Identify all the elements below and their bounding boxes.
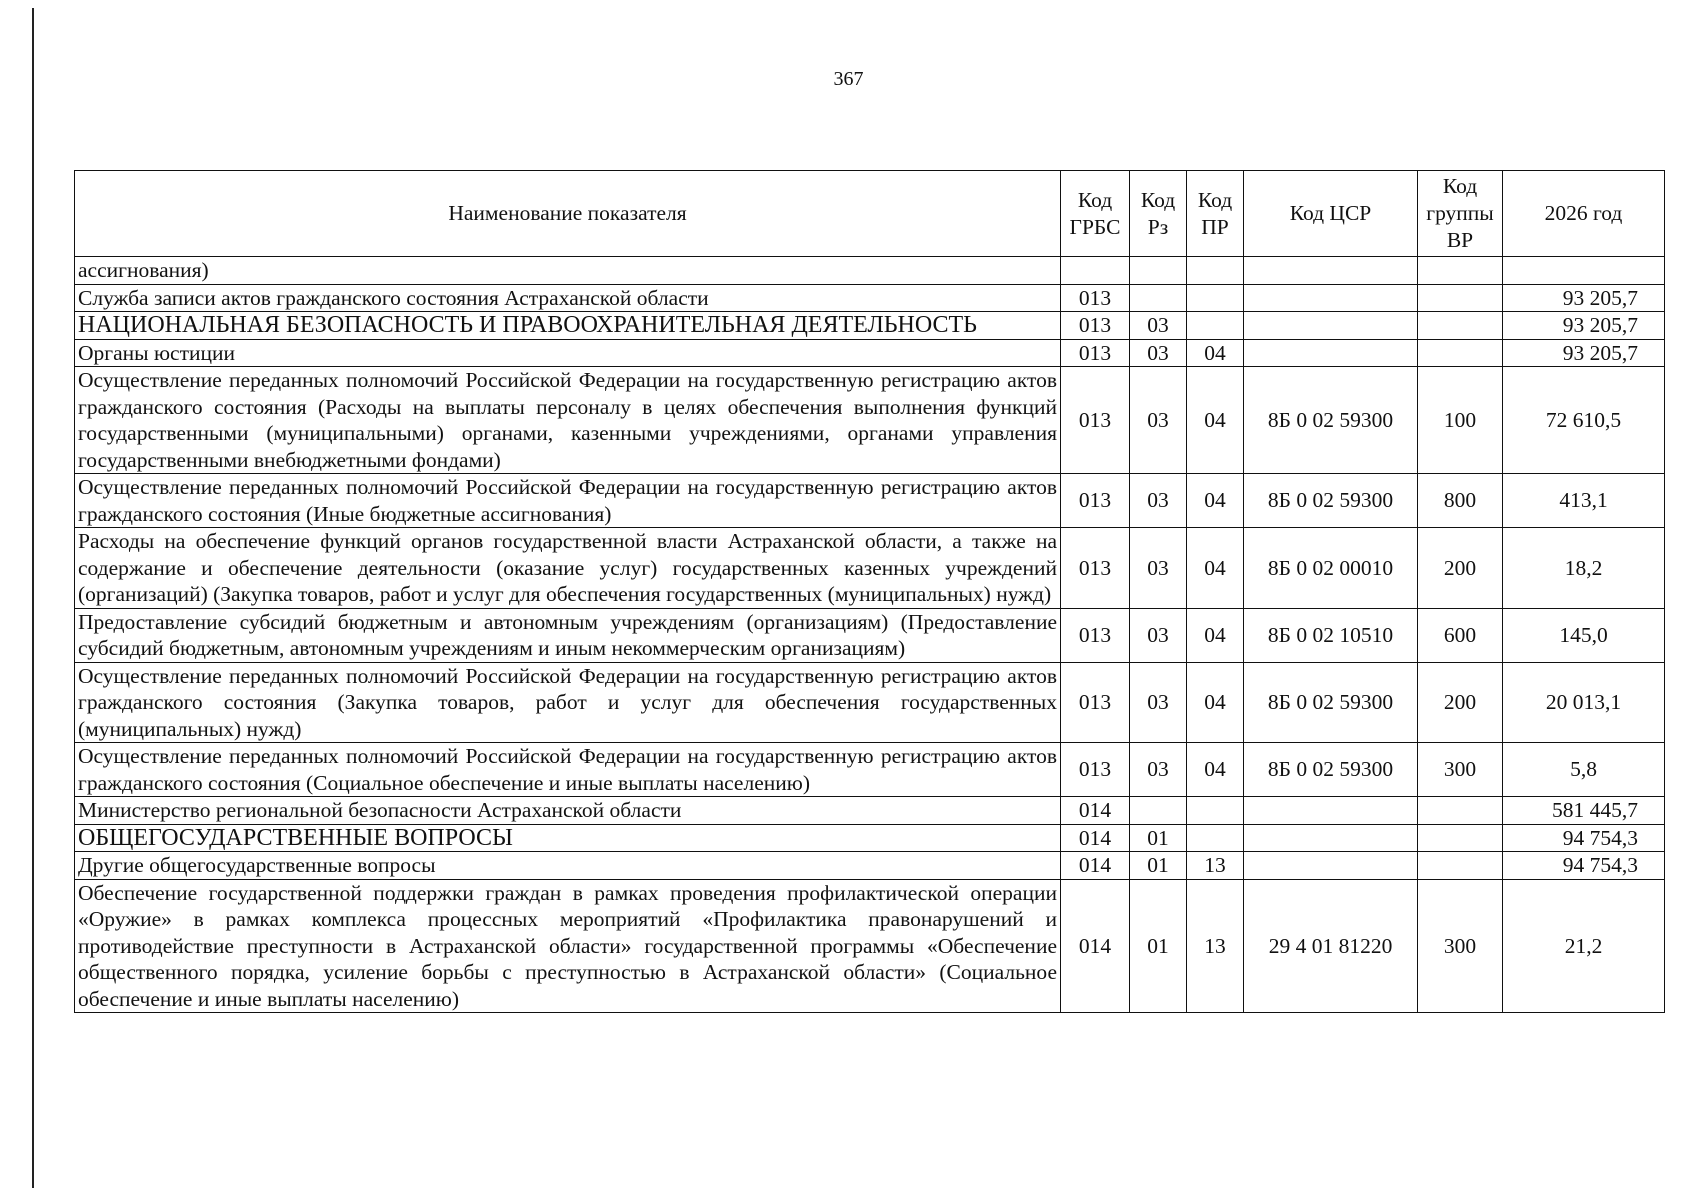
row-csr xyxy=(1244,284,1418,312)
row-grbs: 014 xyxy=(1061,852,1130,880)
row-vr xyxy=(1418,339,1503,367)
table-row xyxy=(75,528,1665,609)
row-name: Расходы на обеспечение функций органов государственной власти Астраханской области, а также на содержание и обеспечение деятельности (оказание услуг) государственных казенных учреждений (организаций) (Закупка товаров, работ и услуг для обеспечения государственных (муниципальных) нужд) xyxy=(75,528,1061,609)
row-rz: 03 xyxy=(1130,662,1187,743)
table-row xyxy=(75,743,1665,797)
row-csr xyxy=(1244,257,1418,285)
row-vr: 300 xyxy=(1418,743,1503,797)
row-rz: 03 xyxy=(1130,743,1187,797)
table-row xyxy=(75,474,1665,528)
row-amount: 21,2 xyxy=(1503,879,1665,1013)
row-csr: 29 4 01 81220 xyxy=(1244,879,1418,1013)
row-grbs: 014 xyxy=(1061,824,1130,852)
row-pr xyxy=(1187,797,1244,825)
row-vr: 300 xyxy=(1418,879,1503,1013)
row-amount: 581 445,7 xyxy=(1503,797,1665,825)
row-grbs: 013 xyxy=(1061,608,1130,662)
table-row xyxy=(75,312,1665,340)
row-csr xyxy=(1244,852,1418,880)
row-vr: 800 xyxy=(1418,474,1503,528)
binding-line xyxy=(32,8,34,1188)
row-rz: 01 xyxy=(1130,852,1187,880)
row-grbs: 013 xyxy=(1061,367,1130,474)
row-csr xyxy=(1244,824,1418,852)
row-rz: 03 xyxy=(1130,312,1187,340)
table-row xyxy=(75,879,1665,1013)
row-rz xyxy=(1130,284,1187,312)
row-vr xyxy=(1418,797,1503,825)
row-pr: 04 xyxy=(1187,474,1244,528)
row-grbs: 013 xyxy=(1061,284,1130,312)
row-csr: 8Б 0 02 10510 xyxy=(1244,608,1418,662)
row-amount: 93 205,7 xyxy=(1503,339,1665,367)
row-amount: 94 754,3 xyxy=(1503,824,1665,852)
row-name: Другие общегосударственные вопросы xyxy=(75,852,1061,880)
row-csr xyxy=(1244,339,1418,367)
row-amount: 93 205,7 xyxy=(1503,312,1665,340)
row-amount: 145,0 xyxy=(1503,608,1665,662)
row-grbs: 013 xyxy=(1061,474,1130,528)
row-grbs: 013 xyxy=(1061,528,1130,609)
row-rz: 03 xyxy=(1130,367,1187,474)
table-row xyxy=(75,367,1665,474)
row-rz xyxy=(1130,797,1187,825)
row-vr: 200 xyxy=(1418,528,1503,609)
row-csr xyxy=(1244,312,1418,340)
header-rz: Код Рз xyxy=(1130,171,1187,257)
row-grbs xyxy=(1061,257,1130,285)
table-row xyxy=(75,339,1665,367)
row-pr xyxy=(1187,284,1244,312)
page-number: 367 xyxy=(833,68,864,90)
row-name: Осуществление переданных полномочий Российской Федерации на государственную регистрацию актов гражданского состояния (Расходы на выплаты персоналу в целях обеспечения выполнения функций государственными (муниципальными) органами, казенными учреждениями, органами управления государственными внебюджетными фондами) xyxy=(75,367,1061,474)
row-rz: 03 xyxy=(1130,474,1187,528)
row-csr: 8Б 0 02 59300 xyxy=(1244,474,1418,528)
row-vr: 600 xyxy=(1418,608,1503,662)
row-pr: 13 xyxy=(1187,879,1244,1013)
row-rz: 01 xyxy=(1130,879,1187,1013)
row-pr: 04 xyxy=(1187,528,1244,609)
row-vr xyxy=(1418,284,1503,312)
row-amount xyxy=(1503,257,1665,285)
row-vr xyxy=(1418,852,1503,880)
header-name: Наименование показателя xyxy=(75,171,1061,257)
table-row xyxy=(75,257,1665,285)
row-pr: 04 xyxy=(1187,662,1244,743)
header-pr: Код ПР xyxy=(1187,171,1244,257)
row-name: ОБЩЕГОСУДАРСТВЕННЫЕ ВОПРОСЫ xyxy=(75,824,1061,852)
row-rz: 01 xyxy=(1130,824,1187,852)
row-name: Предоставление субсидий бюджетным и автономным учреждениям (организациям) (Предоставление субсидий бюджетным, автономным учреждениям и иным некоммерческим организациям) xyxy=(75,608,1061,662)
table-row xyxy=(75,852,1665,880)
row-vr: 100 xyxy=(1418,367,1503,474)
row-amount: 18,2 xyxy=(1503,528,1665,609)
row-name: Осуществление переданных полномочий Российской Федерации на государственную регистрацию актов гражданского состояния (Социальное обеспечение и иные выплаты населению) xyxy=(75,743,1061,797)
row-amount: 94 754,3 xyxy=(1503,852,1665,880)
row-name: Служба записи актов гражданского состояния Астраханской области xyxy=(75,284,1061,312)
row-csr: 8Б 0 02 00010 xyxy=(1244,528,1418,609)
header-vr: Код группы ВР xyxy=(1418,171,1503,257)
row-vr xyxy=(1418,257,1503,285)
budget-table xyxy=(74,170,1665,1013)
table-row xyxy=(75,824,1665,852)
table-header-row xyxy=(75,171,1665,257)
row-name: НАЦИОНАЛЬНАЯ БЕЗОПАСНОСТЬ И ПРАВООХРАНИТЕЛЬНАЯ ДЕЯТЕЛЬНОСТЬ xyxy=(75,312,1061,340)
row-pr xyxy=(1187,824,1244,852)
row-rz xyxy=(1130,257,1187,285)
row-pr: 04 xyxy=(1187,339,1244,367)
row-name: Осуществление переданных полномочий Российской Федерации на государственную регистрацию актов гражданского состояния (Закупка товаров, работ и услуг для обеспечения государственных (муниципальных) нужд) xyxy=(75,662,1061,743)
row-vr xyxy=(1418,824,1503,852)
row-amount: 72 610,5 xyxy=(1503,367,1665,474)
table-row xyxy=(75,284,1665,312)
row-pr: 04 xyxy=(1187,608,1244,662)
row-rz: 03 xyxy=(1130,608,1187,662)
row-name: Обеспечение государственной поддержки граждан в рамках проведения профилактической операции «Оружие» в рамках комплекса процессных мероприятий «Профилактика правонарушений и противодействие преступности в Астраханской области» государственной программы «Обеспечение общественного порядка, усиление борьбы с преступностью в Астраханской области» (Социальное обеспечение и иные выплаты населению) xyxy=(75,879,1061,1013)
row-grbs: 014 xyxy=(1061,797,1130,825)
table-row xyxy=(75,662,1665,743)
row-pr: 13 xyxy=(1187,852,1244,880)
row-grbs: 013 xyxy=(1061,312,1130,340)
row-name: Органы юстиции xyxy=(75,339,1061,367)
row-vr: 200 xyxy=(1418,662,1503,743)
header-csr: Код ЦСР xyxy=(1244,171,1418,257)
row-name: Министерство региональной безопасности Астраханской области xyxy=(75,797,1061,825)
row-name: ассигнования) xyxy=(75,257,1061,285)
row-pr: 04 xyxy=(1187,367,1244,474)
row-csr: 8Б 0 02 59300 xyxy=(1244,367,1418,474)
row-amount: 413,1 xyxy=(1503,474,1665,528)
row-csr: 8Б 0 02 59300 xyxy=(1244,743,1418,797)
row-grbs: 013 xyxy=(1061,743,1130,797)
row-amount: 5,8 xyxy=(1503,743,1665,797)
row-pr: 04 xyxy=(1187,743,1244,797)
row-grbs: 013 xyxy=(1061,662,1130,743)
table-row xyxy=(75,608,1665,662)
header-grbs: Код ГРБС xyxy=(1061,171,1130,257)
row-pr xyxy=(1187,257,1244,285)
row-amount: 20 013,1 xyxy=(1503,662,1665,743)
row-grbs: 014 xyxy=(1061,879,1130,1013)
row-rz: 03 xyxy=(1130,339,1187,367)
row-name: Осуществление переданных полномочий Российской Федерации на государственную регистрацию актов гражданского состояния (Иные бюджетные ассигнования) xyxy=(75,474,1061,528)
row-rz: 03 xyxy=(1130,528,1187,609)
row-grbs: 013 xyxy=(1061,339,1130,367)
row-amount: 93 205,7 xyxy=(1503,284,1665,312)
row-vr xyxy=(1418,312,1503,340)
row-pr xyxy=(1187,312,1244,340)
row-csr xyxy=(1244,797,1418,825)
header-year: 2026 год xyxy=(1503,171,1665,257)
row-csr: 8Б 0 02 59300 xyxy=(1244,662,1418,743)
table-row xyxy=(75,797,1665,825)
